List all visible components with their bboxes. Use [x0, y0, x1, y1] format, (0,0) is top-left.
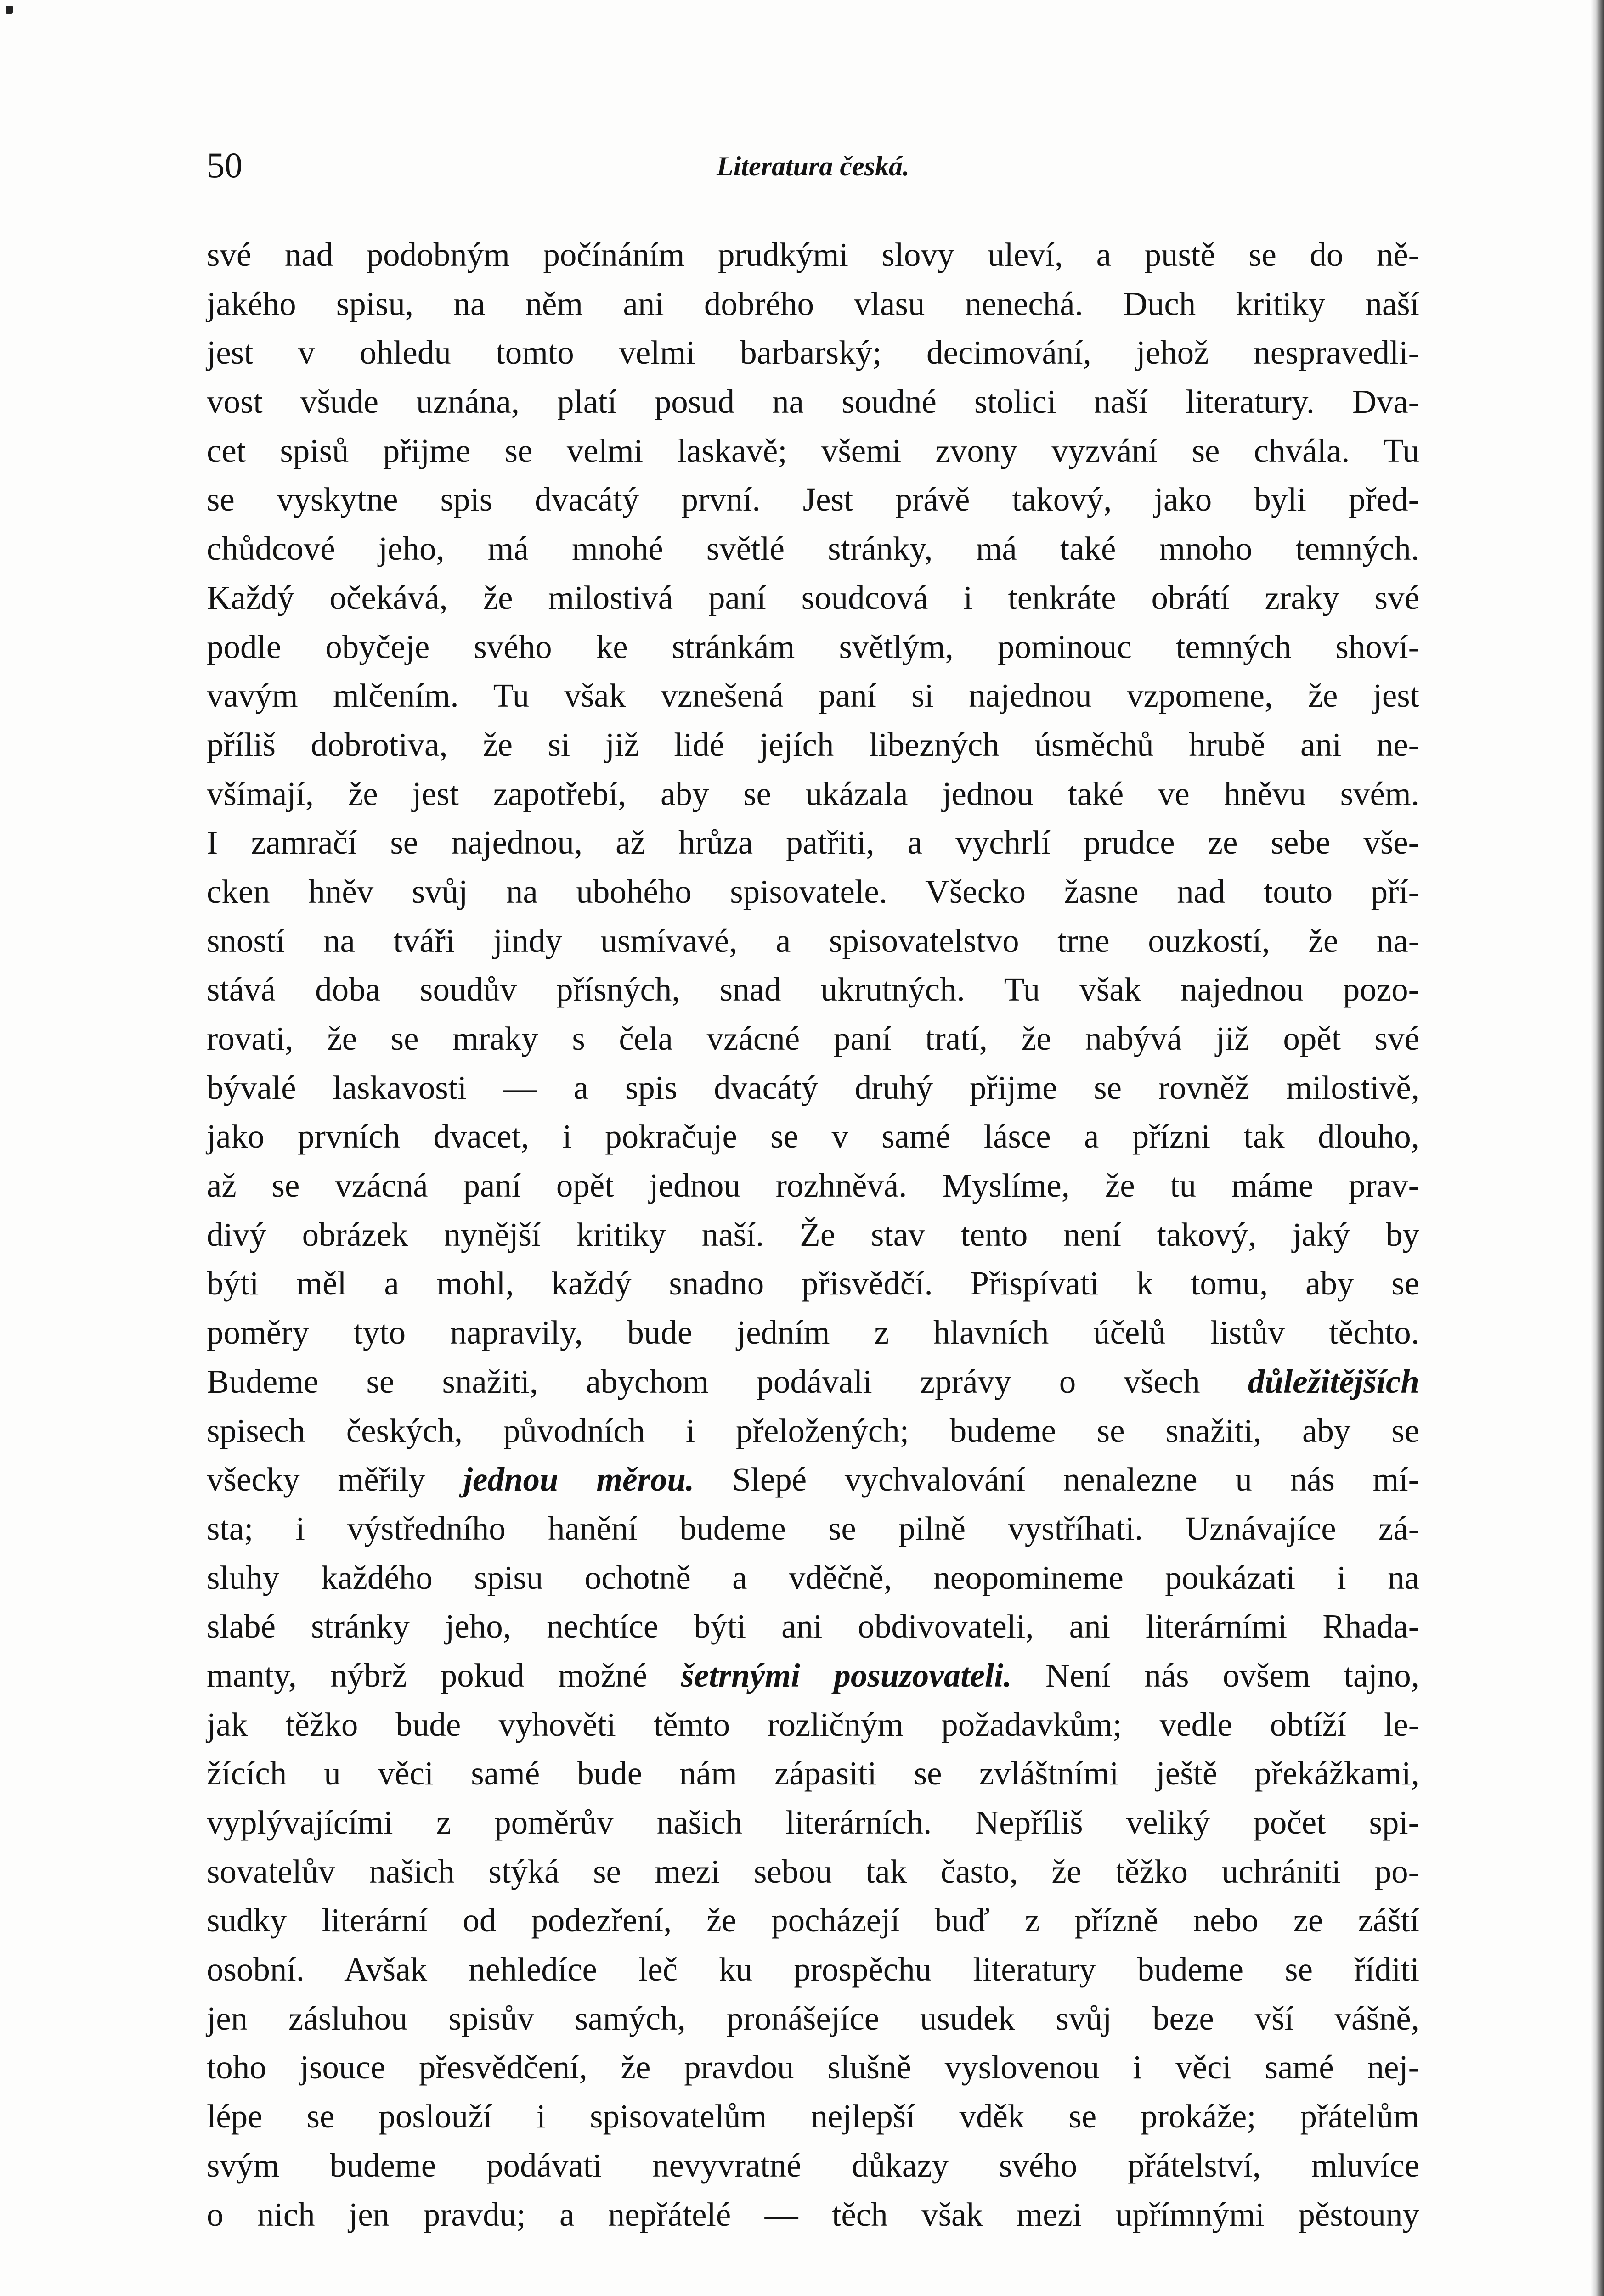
text-line [207, 1700, 1419, 1750]
text-line [207, 1407, 1419, 1456]
text-segment: sovatelův našich stýká se mezi sebou tak často, že těžko uchrániti po- [207, 1852, 1419, 1890]
text-segment: toho jsouce přesvědčení, že pravdou slušně vyslovenou i věci samé nej- [207, 2048, 1419, 2086]
text-line [207, 965, 1419, 1014]
text-segment: bývalé laskavosti — a spis dvacátý druhý přijme se rovněž milostivě, [207, 1069, 1419, 1106]
text-line [207, 1504, 1419, 1553]
text-line [207, 328, 1419, 377]
text-segment: o nich jen pravdu; a nepřátelé — těch však mezi upřímnými pěstouny [207, 2195, 1419, 2233]
text-segment: podle obyčeje svého ke stránkám světlým, pominouc temných shoví- [207, 628, 1419, 665]
text-line [207, 2141, 1419, 2190]
text-segment: býti měl a mohl, každý snadno přisvědčí. Přispívati k tomu, aby se [207, 1265, 1419, 1302]
text-line [207, 1798, 1419, 1847]
body-text [207, 231, 1419, 2239]
text-line [207, 1357, 1419, 1407]
text-line [207, 1064, 1419, 1113]
text-line [207, 720, 1419, 770]
text-segment: vavým mlčením. Tu však vznešená paní si najednou vzpomene, že jest [207, 677, 1419, 715]
text-line [207, 280, 1419, 329]
text-segment: rovati, že se mraky s čela vzácné paní tratí, že nabývá již opět své [207, 1020, 1419, 1057]
text-segment: spisech českých, původních i přeložených; budeme se snažiti, aby se [207, 1412, 1419, 1449]
text-segment: vyplývajícími z poměrův našich literárních. Nepříliš veliký počet spi- [207, 1804, 1419, 1841]
text-segment: manty, nýbrž pokud možné [207, 1656, 681, 1694]
text-line [207, 231, 1419, 280]
text-segment: sta; i výstředního hanění budeme se pilně vystříhati. Uznávajíce zá- [207, 1509, 1419, 1547]
text-segment: sností na tváři jindy usmívavé, a spisovatelstvo trne ouzkostí, že na- [207, 922, 1419, 959]
text-segment: cken hněv svůj na ubohého spisovatele. Všecko žasne nad touto pří- [207, 872, 1419, 910]
text-segment: své nad podobným počínáním prudkými slovy uleví, a pustě se do ně- [207, 236, 1419, 273]
text-segment: Budeme se snažiti, abychom podávali zprávy o všech [207, 1362, 1248, 1400]
text-line [207, 671, 1419, 720]
text-line [207, 818, 1419, 867]
text-line [207, 917, 1419, 966]
text-line [207, 574, 1419, 623]
text-segment: poměry tyto napravily, bude jedním z hlavních účelů listův těchto. [207, 1314, 1419, 1351]
page-header [207, 142, 1419, 193]
emphasized-text: důležitějších [1248, 1362, 1419, 1400]
text-segment: všímají, že jest zapotřebí, aby se ukázala jednou také ve hněvu svém. [207, 775, 1419, 812]
text-segment: Není nás ovšem tajno, [1011, 1656, 1419, 1694]
text-segment: chůdcové jeho, má mnohé světlé stránky, má také mnoho temných. [207, 530, 1419, 568]
text-segment: všecky měřily [207, 1461, 463, 1498]
text-segment: slabé stránky jeho, nechtíce býti ani obdivovateli, ani literárními Rhada- [207, 1608, 1419, 1645]
text-line [207, 475, 1419, 524]
text-line [207, 1847, 1419, 1896]
text-line [207, 1553, 1419, 1603]
text-line [207, 1259, 1419, 1308]
text-segment: až se vzácná paní opět jednou rozhněvá. Myslíme, že tu máme prav- [207, 1167, 1419, 1204]
text-segment: jak těžko bude vyhověti těmto rozličným požadavkům; vedle obtíží le- [207, 1705, 1419, 1743]
text-line [207, 1455, 1419, 1504]
text-segment: jest v ohledu tomto velmi barbarský; decimování, jehož nespravedli- [207, 334, 1419, 371]
text-segment: cet spisů přijme se velmi laskavě; všemi zvony vyzvání se chvála. Tu [207, 432, 1419, 469]
running-title: Literatura česká. [717, 151, 909, 181]
text-line [207, 623, 1419, 672]
text-line [207, 770, 1419, 819]
text-segment: stává doba soudův přísných, snad ukrutných. Tu však najednou pozo- [207, 971, 1419, 1008]
page-number: 50 [207, 145, 243, 185]
text-segment: svým budeme podávati nevyvratné důkazy svého přátelství, mluvíce [207, 2146, 1419, 2184]
emphasized-text: šetrnými posuzovateli. [681, 1656, 1012, 1694]
text-segment: vost všude uznána, platí posud na soudné stolici naší literatury. Dva- [207, 383, 1419, 421]
text-line [207, 1749, 1419, 1798]
text-line [207, 1945, 1419, 1994]
text-segment: sluhy každého spisu ochotně a vděčně, neopomineme poukázati i na [207, 1559, 1419, 1596]
text-segment: se vyskytne spis dvacátý první. Jest právě takový, jako byli před- [207, 481, 1419, 518]
text-segment: jakého spisu, na něm ani dobrého vlasu nenechá. Duch kritiky naší [207, 285, 1419, 322]
text-line [207, 1161, 1419, 1210]
text-line [207, 1994, 1419, 2043]
text-segment: sudky literární od podezření, že pocházejí buď z přízně nebo ze záští [207, 1902, 1419, 1939]
text-segment: Slepé vychvalování nenalezne u nás mí- [694, 1461, 1419, 1498]
text-line [207, 2190, 1419, 2240]
page-edge-shadow [1590, 0, 1604, 2296]
text-segment: lépe se poslouží i spisovatelům nejlepší vděk se prokáže; přátelům [207, 2098, 1419, 2135]
text-line [207, 867, 1419, 917]
text-line [207, 1651, 1419, 1700]
text-segment: osobní. Avšak nehledíce leč ku prospěchu literatury budeme se říditi [207, 1951, 1419, 1988]
text-line [207, 427, 1419, 476]
text-line [207, 377, 1419, 427]
text-segment: příliš dobrotiva, že si již lidé jejích libezných úsměchů hrubě ani ne- [207, 726, 1419, 763]
text-line [207, 1014, 1419, 1064]
text-segment: I zamračí se najednou, až hrůza patřiti, a vychrlí prudce ze sebe vše- [207, 824, 1419, 861]
scan-corner-mark [6, 6, 13, 14]
text-line [207, 524, 1419, 574]
text-segment: jako prvních dvacet, i pokračuje se v samé lásce a přízni tak dlouho, [207, 1118, 1419, 1155]
text-line [207, 1112, 1419, 1161]
text-line [207, 1308, 1419, 1357]
text-line [207, 2092, 1419, 2141]
emphasized-text: jednou měrou. [463, 1461, 695, 1498]
text-segment: Každý očekává, že milostivá paní soudcová i tenkráte obrátí zraky své [207, 579, 1419, 616]
text-line [207, 1210, 1419, 1260]
text-segment: jen zásluhou spisův samých, pronášejíce usudek svůj beze vší vášně, [207, 1999, 1419, 2037]
text-segment: žících u věci samé bude nám zápasiti se zvláštními ještě překážkami, [207, 1755, 1419, 1792]
text-line [207, 2043, 1419, 2092]
text-line [207, 1896, 1419, 1945]
text-line [207, 1602, 1419, 1651]
text-segment: divý obrázek nynější kritiky naší. Že stav tento není takový, jaký by [207, 1216, 1419, 1253]
